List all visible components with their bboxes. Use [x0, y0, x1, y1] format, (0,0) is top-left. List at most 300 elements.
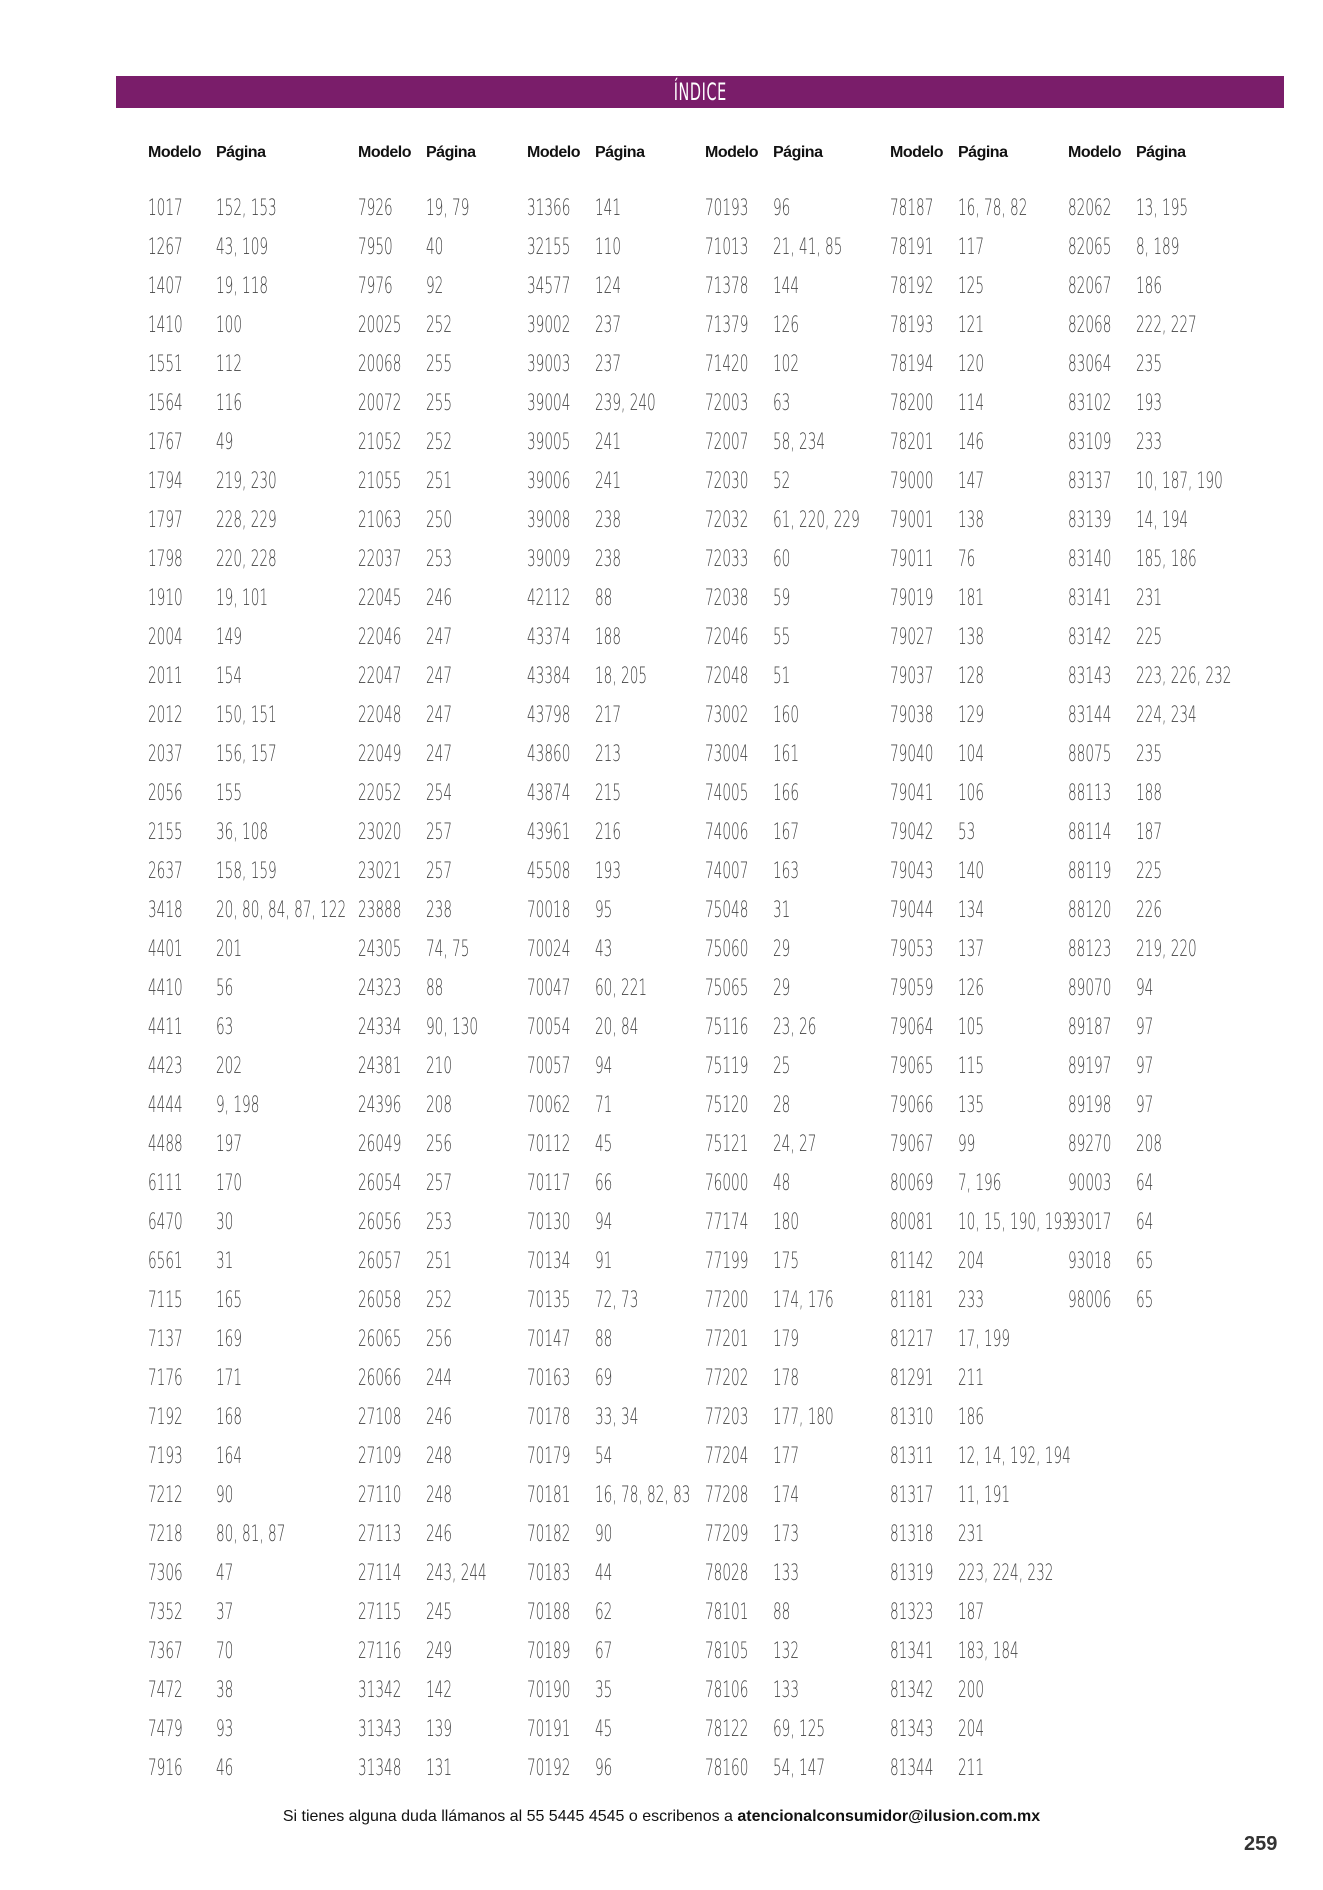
page-ref: 241 [595, 469, 622, 494]
page-ref: 238 [595, 508, 622, 533]
model-number: 79011 [890, 547, 934, 572]
model-number: 26049 [358, 1132, 402, 1157]
model-number: 81291 [890, 1366, 934, 1391]
index-row [890, 1132, 1090, 1171]
index-row [705, 664, 905, 703]
model-number: 70062 [527, 1093, 571, 1118]
page-ref: 117 [958, 235, 985, 260]
model-number: 24323 [358, 976, 402, 1001]
index-row [527, 1171, 727, 1210]
index-row [148, 1171, 348, 1210]
page-ref: 156, 157 [216, 742, 277, 767]
page-ref: 80, 81, 87 [216, 1522, 286, 1547]
index-row [148, 1288, 348, 1327]
page-ref: 222, 227 [1136, 313, 1197, 338]
model-number: 7472 [148, 1678, 183, 1703]
index-row [1068, 1249, 1268, 1288]
index-row [527, 1249, 727, 1288]
index-row [705, 1678, 905, 1717]
index-row [705, 1444, 905, 1483]
model-number: 31348 [358, 1756, 402, 1781]
model-number: 79041 [890, 781, 934, 806]
model-number: 79037 [890, 664, 934, 689]
page-ref: 208 [426, 1093, 453, 1118]
index-row [148, 820, 348, 859]
model-number: 43961 [527, 820, 571, 845]
page-ref: 171 [216, 1366, 243, 1391]
index-row [148, 1210, 348, 1249]
page-ref: 226 [1136, 898, 1163, 923]
model-number: 79019 [890, 586, 934, 611]
model-number: 70190 [527, 1678, 571, 1703]
page-ref: 97 [1136, 1054, 1154, 1079]
index-row [1068, 976, 1268, 1015]
index-row [705, 1327, 905, 1366]
header-model: Modelo [1068, 144, 1121, 161]
header-model: Modelo [148, 144, 201, 161]
index-row [705, 1132, 905, 1171]
index-row [1068, 1054, 1268, 1093]
model-number: 74005 [705, 781, 749, 806]
page-ref: 74, 75 [426, 937, 470, 962]
page-ref: 48 [773, 1171, 791, 1196]
model-number: 32155 [527, 235, 571, 260]
page-ref: 241 [595, 430, 622, 455]
page-ref: 94 [595, 1210, 613, 1235]
index-row [890, 1210, 1090, 1249]
model-number: 7176 [148, 1366, 183, 1391]
model-number: 7193 [148, 1444, 183, 1469]
model-number: 77209 [705, 1522, 749, 1547]
index-row [705, 937, 905, 976]
model-number: 43374 [527, 625, 571, 650]
page-ref: 97 [1136, 1015, 1154, 1040]
index-title: ÍNDICE [673, 78, 727, 106]
page-ref: 40 [426, 235, 444, 260]
page-ref: 18, 205 [595, 664, 648, 689]
page-ref: 14, 194 [1136, 508, 1189, 533]
model-number: 78193 [890, 313, 934, 338]
index-row [890, 1522, 1090, 1561]
page-ref: 72, 73 [595, 1288, 639, 1313]
index-row [148, 859, 348, 898]
model-number: 89270 [1068, 1132, 1112, 1157]
page-ref: 65 [1136, 1249, 1154, 1274]
page-ref: 168 [216, 1405, 243, 1430]
page-ref: 45 [595, 1717, 613, 1742]
page-ref: 201 [216, 937, 243, 962]
index-row [705, 781, 905, 820]
page-ref: 116 [216, 391, 243, 416]
model-number: 34577 [527, 274, 571, 299]
page-ref: 160 [773, 703, 800, 728]
model-number: 39008 [527, 508, 571, 533]
page-ref: 92 [426, 274, 444, 299]
model-number: 79027 [890, 625, 934, 650]
column-header [1068, 140, 1268, 168]
page-ref: 187 [958, 1600, 985, 1625]
index-row [1068, 1093, 1268, 1132]
model-number: 27108 [358, 1405, 402, 1430]
page-ref: 154 [216, 664, 243, 689]
column-header [705, 140, 905, 168]
page-ref: 9, 198 [216, 1093, 260, 1118]
model-number: 81323 [890, 1600, 934, 1625]
index-row [527, 703, 727, 742]
page-ref: 173 [773, 1522, 800, 1547]
index-row [527, 1366, 727, 1405]
model-number: 72048 [705, 664, 749, 689]
index-row [148, 742, 348, 781]
page-ref: 166 [773, 781, 800, 806]
index-row [148, 1561, 348, 1600]
model-number: 23020 [358, 820, 402, 845]
model-number: 88075 [1068, 742, 1112, 767]
page-ref: 135 [958, 1093, 985, 1118]
page-ref: 204 [958, 1249, 985, 1274]
index-row [148, 1522, 348, 1561]
model-number: 71420 [705, 352, 749, 377]
index-row [705, 430, 905, 469]
page-ref: 69, 125 [773, 1717, 826, 1742]
page-ref: 16, 78, 82 [958, 196, 1028, 221]
model-number: 79038 [890, 703, 934, 728]
page-ref: 54 [595, 1444, 613, 1469]
model-number: 70134 [527, 1249, 571, 1274]
index-row [890, 1288, 1090, 1327]
index-row [148, 976, 348, 1015]
page-ref: 44 [595, 1561, 613, 1586]
page-ref: 202 [216, 1054, 243, 1079]
model-number: 79067 [890, 1132, 934, 1157]
page-ref: 46 [216, 1756, 234, 1781]
model-number: 70189 [527, 1639, 571, 1664]
index-row [527, 859, 727, 898]
model-number: 2037 [148, 742, 183, 767]
page-ref: 238 [595, 547, 622, 572]
model-number: 70130 [527, 1210, 571, 1235]
header-model: Modelo [890, 144, 943, 161]
index-row [705, 547, 905, 586]
page-ref: 247 [426, 703, 453, 728]
page-ref: 140 [958, 859, 985, 884]
index-row [890, 1093, 1090, 1132]
page-ref: 220, 228 [216, 547, 277, 572]
model-number: 75121 [705, 1132, 749, 1157]
model-number: 24305 [358, 937, 402, 962]
model-number: 7218 [148, 1522, 183, 1547]
page-ref: 256 [426, 1132, 453, 1157]
page-ref: 169 [216, 1327, 243, 1352]
index-row [527, 1561, 727, 1600]
index-row [890, 976, 1090, 1015]
page-ref: 254 [426, 781, 453, 806]
model-number: 1407 [148, 274, 183, 299]
index-row [705, 1561, 905, 1600]
model-number: 80081 [890, 1210, 934, 1235]
header-page: Página [216, 144, 266, 161]
index-row [705, 1366, 905, 1405]
model-number: 23021 [358, 859, 402, 884]
index-row [527, 976, 727, 1015]
footer-text: Si tienes alguna duda llámanos al 55 5445 4545 o escribenos a [282, 1808, 738, 1825]
model-number: 75060 [705, 937, 749, 962]
index-row [1068, 1210, 1268, 1249]
page-ref: 219, 230 [216, 469, 277, 494]
index-row [705, 1483, 905, 1522]
model-number: 74006 [705, 820, 749, 845]
page-ref: 58, 234 [773, 430, 826, 455]
page-ref: 149 [216, 625, 243, 650]
index-row [148, 625, 348, 664]
header-page: Página [773, 144, 823, 161]
index-row [527, 1093, 727, 1132]
page-ref: 175 [773, 1249, 800, 1274]
index-row [705, 859, 905, 898]
index-header-banner [116, 76, 1284, 108]
index-row [705, 1522, 905, 1561]
index-row [1068, 586, 1268, 625]
footer-email[interactable]: atencionalconsumidor@ilusion.com.mx [737, 1808, 1041, 1825]
header-model: Modelo [527, 144, 580, 161]
index-row [705, 313, 905, 352]
index-row [890, 235, 1090, 274]
model-number: 7976 [358, 274, 393, 299]
page-ref: 225 [1136, 625, 1163, 650]
page-ref: 54, 147 [773, 1756, 826, 1781]
model-number: 70018 [527, 898, 571, 923]
page-ref: 252 [426, 1288, 453, 1313]
page-ref: 185, 186 [1136, 547, 1197, 572]
model-number: 75120 [705, 1093, 749, 1118]
page-ref: 10, 15, 190, 193 [958, 1210, 1071, 1235]
index-column [148, 140, 348, 1781]
index-row [527, 196, 727, 235]
index-row [527, 1288, 727, 1327]
model-number: 20068 [358, 352, 402, 377]
page-ref: 65 [1136, 1288, 1154, 1313]
model-number: 26058 [358, 1288, 402, 1313]
index-row [890, 1366, 1090, 1405]
page-ref: 250 [426, 508, 453, 533]
index-row [890, 1171, 1090, 1210]
page-ref: 165 [216, 1288, 243, 1313]
page-ref: 138 [958, 508, 985, 533]
model-number: 1267 [148, 235, 183, 260]
index-row [148, 586, 348, 625]
model-number: 70183 [527, 1561, 571, 1586]
index-row [527, 1327, 727, 1366]
page-ref: 70 [216, 1639, 234, 1664]
model-number: 79042 [890, 820, 934, 845]
page-ref: 177 [773, 1444, 800, 1469]
page-ref: 219, 220 [1136, 937, 1197, 962]
model-number: 39002 [527, 313, 571, 338]
page-ref: 235 [1136, 352, 1163, 377]
page-ref: 96 [773, 196, 791, 221]
model-number: 4410 [148, 976, 183, 1001]
page-ref: 243, 244 [426, 1561, 487, 1586]
index-row [705, 469, 905, 508]
model-number: 24381 [358, 1054, 402, 1079]
page-ref: 126 [958, 976, 985, 1001]
index-row [148, 664, 348, 703]
index-row [890, 274, 1090, 313]
index-row [148, 1483, 348, 1522]
index-row [705, 820, 905, 859]
model-number: 98006 [1068, 1288, 1112, 1313]
index-row [890, 1483, 1090, 1522]
index-row [890, 1015, 1090, 1054]
model-number: 22047 [358, 664, 402, 689]
index-row [148, 274, 348, 313]
index-row [890, 1756, 1090, 1795]
index-row [705, 508, 905, 547]
page-ref: 146 [958, 430, 985, 455]
model-number: 1910 [148, 586, 183, 611]
model-number: 3418 [148, 898, 183, 923]
page-ref: 248 [426, 1444, 453, 1469]
page-ref: 223, 226, 232 [1136, 664, 1232, 689]
model-number: 72032 [705, 508, 749, 533]
model-number: 70135 [527, 1288, 571, 1313]
page-ref: 138 [958, 625, 985, 650]
page-ref: 132 [773, 1639, 800, 1664]
page-ref: 63 [216, 1015, 234, 1040]
page-ref: 33, 34 [595, 1405, 639, 1430]
model-number: 70179 [527, 1444, 571, 1469]
index-row [890, 1405, 1090, 1444]
page-ref: 64 [1136, 1171, 1154, 1196]
model-number: 79066 [890, 1093, 934, 1118]
page-ref: 97 [1136, 1093, 1154, 1118]
page-ref: 167 [773, 820, 800, 845]
model-number: 71378 [705, 274, 749, 299]
index-row [890, 781, 1090, 820]
page-ref: 193 [1136, 391, 1163, 416]
model-number: 79064 [890, 1015, 934, 1040]
model-number: 81181 [890, 1288, 934, 1313]
page-ref: 60 [773, 547, 791, 572]
page-ref: 215 [595, 781, 622, 806]
page-ref: 257 [426, 1171, 453, 1196]
page-ref: 174 [773, 1483, 800, 1508]
model-number: 77208 [705, 1483, 749, 1508]
model-number: 72038 [705, 586, 749, 611]
page-ref: 188 [595, 625, 622, 650]
model-number: 27109 [358, 1444, 402, 1469]
index-row [1068, 820, 1268, 859]
index-row [527, 937, 727, 976]
page-ref: 37 [216, 1600, 234, 1625]
index-row [527, 781, 727, 820]
page-ref: 231 [958, 1522, 985, 1547]
page-ref: 69 [595, 1366, 613, 1391]
page-ref: 247 [426, 742, 453, 767]
page-ref: 233 [958, 1288, 985, 1313]
index-row [1068, 625, 1268, 664]
page-ref: 150, 151 [216, 703, 277, 728]
page-ref: 29 [773, 937, 791, 962]
model-number: 78187 [890, 196, 934, 221]
index-row [1068, 430, 1268, 469]
model-number: 1017 [148, 196, 183, 221]
page-ref: 35 [595, 1678, 613, 1703]
page-ref: 88 [773, 1600, 791, 1625]
index-row [1068, 1288, 1268, 1327]
index-row [527, 1600, 727, 1639]
index-row [890, 898, 1090, 937]
footer-contact [0, 1808, 1323, 1826]
model-number: 83141 [1068, 586, 1112, 611]
page-ref: 104 [958, 742, 985, 767]
page-ref: 53 [958, 820, 976, 845]
index-row [148, 352, 348, 391]
model-number: 2056 [148, 781, 183, 806]
page-ref: 19, 101 [216, 586, 269, 611]
index-row [890, 742, 1090, 781]
index-row [705, 274, 905, 313]
index-row [890, 820, 1090, 859]
page-ref: 225 [1136, 859, 1163, 884]
model-number: 39005 [527, 430, 571, 455]
index-row [527, 625, 727, 664]
page-ref: 94 [1136, 976, 1154, 1001]
page-ref: 251 [426, 469, 453, 494]
index-row [705, 1600, 905, 1639]
page-ref: 237 [595, 352, 622, 377]
page-ref: 213 [595, 742, 622, 767]
index-row [705, 1288, 905, 1327]
model-number: 81310 [890, 1405, 934, 1430]
index-row [527, 1444, 727, 1483]
model-number: 75065 [705, 976, 749, 1001]
model-number: 72007 [705, 430, 749, 455]
page-ref: 246 [426, 1405, 453, 1430]
index-row [1068, 391, 1268, 430]
model-number: 45508 [527, 859, 571, 884]
model-number: 71379 [705, 313, 749, 338]
page-ref: 257 [426, 820, 453, 845]
page-ref: 228, 229 [216, 508, 277, 533]
page-ref: 178 [773, 1366, 800, 1391]
model-number: 78194 [890, 352, 934, 377]
page-ref: 224, 234 [1136, 703, 1197, 728]
index-row [1068, 898, 1268, 937]
header-model: Modelo [358, 144, 411, 161]
page-ref: 155 [216, 781, 243, 806]
page-ref: 12, 14, 192, 194 [958, 1444, 1071, 1469]
header-page: Página [595, 144, 645, 161]
model-number: 78200 [890, 391, 934, 416]
model-number: 24334 [358, 1015, 402, 1040]
model-number: 1551 [148, 352, 183, 377]
model-number: 88113 [1068, 781, 1112, 806]
index-row [527, 391, 727, 430]
model-number: 26056 [358, 1210, 402, 1235]
page-ref: 95 [595, 898, 613, 923]
page-ref: 235 [1136, 742, 1163, 767]
model-number: 80069 [890, 1171, 934, 1196]
page-ref: 19, 79 [426, 196, 470, 221]
index-row [1068, 664, 1268, 703]
page-ref: 110 [595, 235, 622, 260]
page-ref: 52 [773, 469, 791, 494]
page-ref: 255 [426, 352, 453, 377]
model-number: 89197 [1068, 1054, 1112, 1079]
page-ref: 76 [958, 547, 976, 572]
page-ref: 31 [773, 898, 791, 923]
